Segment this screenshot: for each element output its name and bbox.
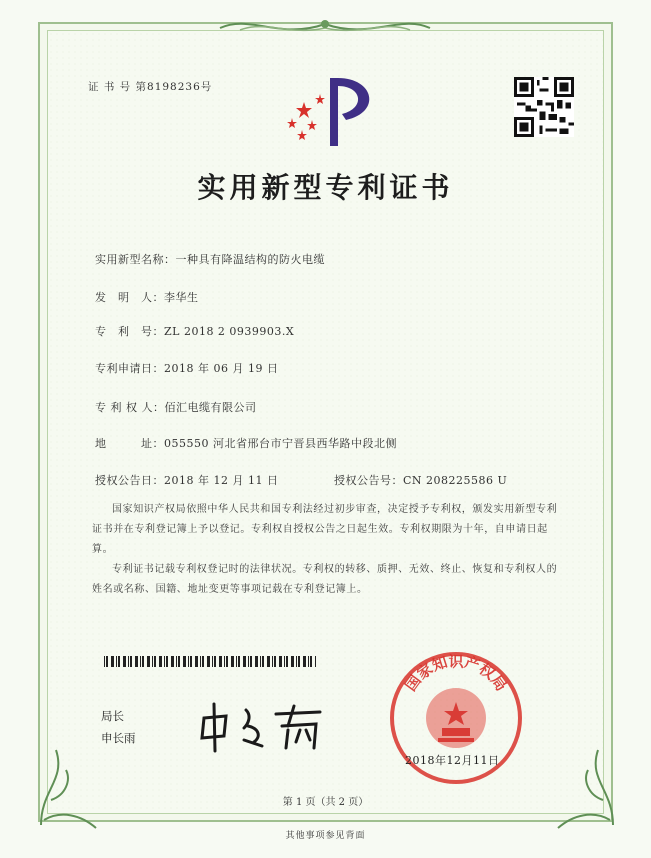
signer-title: 局长 [101,709,124,723]
field-label: 专 利 号： [95,325,164,338]
top-ornament [210,14,440,40]
field-application-date [95,360,278,376]
bottom-left-ornament [36,740,106,830]
signer-name: 申长雨 [101,731,136,745]
field-value: 佰汇电缆有限公司 [164,401,257,414]
patent-office-logo [282,72,382,152]
field-value: 李华生 [164,291,199,304]
seal-date: 2018年12月11日 [405,754,500,767]
field-value: ZL 2018 2 0939903.X [164,325,295,338]
grant-number-value: CN 208225586 U [403,474,508,487]
grant-date-value: 2018 年 12 月 11 日 [164,474,279,487]
grant-date-label: 授权公告日： [95,474,164,487]
field-label: 专 利 权 人： [95,401,165,414]
handwritten-signature [196,696,336,756]
field-label: 地 址： [95,437,164,450]
page-number: 第 1 页（共 2 页） [282,797,369,808]
legal-status-paragraph: 专利证书记载专利权登记时的法律状况。专利权的转移、质押、无效、终止、恢复和专利权人的姓名或名称、国籍、地址变更等事项记载在专利登记簿上。 [92,564,558,595]
field-value: 2018 年 06 月 19 日 [164,362,279,375]
field-inventor [95,289,199,305]
field-label: 发 明 人： [95,291,164,304]
grant-date [95,472,278,488]
field-value: 055550 河北省邢台市宁晋县西华路中段北侧 [164,437,397,450]
barcode [104,656,316,667]
field-label: 实用新型名称： [95,253,176,266]
field-utility-model-name [95,251,325,267]
grant-number-label: 授权公告号： [334,474,403,487]
certificate-title: 实用新型专利证书 [197,171,454,204]
field-label: 专利申请日： [95,362,164,375]
bottom-right-ornament [548,740,618,830]
field-patentee [95,399,257,415]
seal-text: 国家知识产权局 [401,652,511,695]
grant-number [334,472,507,488]
footer-note: 其他事项参见背面 [285,831,366,841]
field-address [95,435,397,451]
certificate-number: 证 书 号 第8198236号 [88,81,213,93]
field-patent-number [95,323,294,339]
qr-code [514,77,574,137]
field-value: 一种具有降温结构的防火电缆 [175,253,325,266]
grant-statement-paragraph: 国家知识产权局依照中华人民共和国专利法经过初步审查，决定授予专利权，颁发实用新型专利证书并在专利登记簿上予以登记。专利权自授权公告之日起生效。专利权期限为十年，自申请日起算。 [92,504,558,555]
